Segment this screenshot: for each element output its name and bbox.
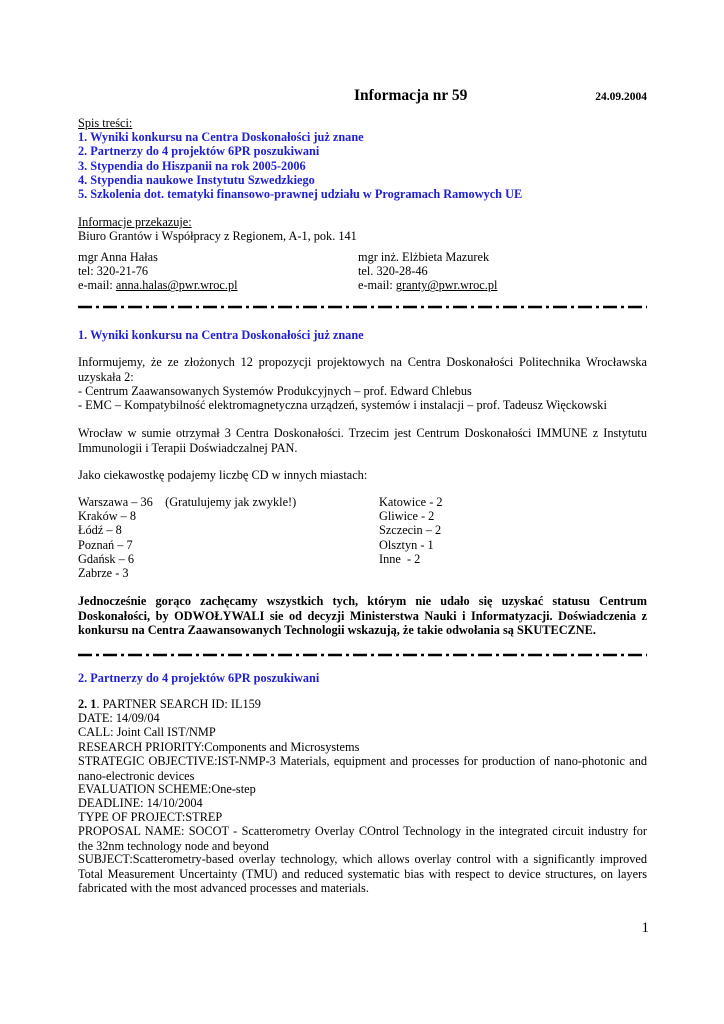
document-title: Informacja nr 59 (354, 87, 468, 104)
city-row: Gliwice - 2 (379, 509, 435, 524)
ps-proposal-name: PROPOSAL NAME: SOCOT - Scatterometry Overlay COntrol Technology in the integrated circuit industry for the 32nm technology node and beyond (78, 824, 647, 853)
document-page (78, 0, 647, 1024)
ps-date: DATE: 14/09/04 (78, 711, 160, 726)
cd-item-2: - EMC – Kompatybilność elektromagnetyczna urządzeń, systemów i instalacji – prof. Tadeusz Więckowski (78, 398, 607, 413)
section-1-heading: 1. Wyniki konkursu na Centra Doskonałości już znane (78, 328, 364, 342)
section-1-list (78, 384, 647, 412)
ps-evaluation-scheme: EVALUATION SCHEME:One-step (78, 782, 256, 796)
document-date: 24.09.2004 (595, 91, 647, 103)
section-1-appeal: Jednocześnie gorąco zachęcamy wszystkich tych, którym nie udało się uzyskać statusu Centrum Doskonałości, by ODWOŁYWALI sie od decyzji Ministerstwa Nauki i Informatyzacji. Doświadczenia z konkursu na Centra Zaawansowanych Technologii wskazują, że takie odwołania są SKUTECZNE. (78, 594, 647, 638)
city-row: Kraków – 8 (78, 509, 137, 524)
contact-2-tel: tel. 320-28-46 (358, 264, 428, 279)
toc-item-3[interactable]: 3. Stypendia do Hiszpanii na rok 2005-2006 (78, 158, 306, 173)
city-row: Poznań – 7 (78, 537, 133, 552)
ps-project-type: TYPE OF PROJECT:STREP (78, 810, 223, 825)
contacts (78, 250, 647, 294)
cities-left-column (78, 495, 647, 580)
contact-2-email-link[interactable]: granty@pwr.wroc.pl (395, 278, 498, 293)
section-1-para-2: Wrocław w sumie otrzymał 3 Centra Doskonałości. Trzecim jest Centrum Doskonałości IMMUNE z Instytutu Immunologii i Terapii Doświadczalnej PAN. (78, 426, 647, 455)
section-2-heading: 2. Partnerzy do 4 projektów 6PR poszukiwani (78, 671, 320, 685)
contact-2-name: mgr inż. Elżbieta Mazurek (358, 250, 490, 264)
contact-1-name: mgr Anna Hałas (78, 250, 158, 264)
city-row: Warszawa – 36 (Gratulujemy jak zwykle!) (78, 495, 297, 509)
cities-right-column (379, 495, 443, 566)
page-number: 1 (641, 920, 649, 936)
section-divider (78, 305, 647, 309)
section-1 (78, 328, 647, 342)
toc-item-1[interactable]: 1. Wyniki konkursu na Centra Doskonałości już znane (78, 130, 364, 145)
contact-2-email-label: e-mail: (358, 278, 396, 293)
ps-call: CALL: Joint Call IST/NMP (78, 725, 216, 740)
city-row: Olsztyn - 1 (379, 537, 434, 552)
section-divider (78, 653, 647, 657)
ps-research-priority: RESEARCH PRIORITY:Components and Microsystems (78, 739, 360, 754)
toc-item-4[interactable]: 4. Stypendia naukowe Instytutu Szwedzkiego (78, 172, 315, 187)
ps-subject: SUBJECT:Scatterometry-based overlay technology, which allows overlay control with a significantly improved Total Measurement Uncertainty (TMU) and reduced systematic bias with respect to device structures, on layers fabricated with the most advanced processes and materials. (78, 852, 647, 896)
contact-1-email-label: e-mail: (78, 278, 116, 293)
partner-search-id: . PARTNER SEARCH ID: IL159 (96, 697, 261, 711)
city-row: Szczecin – 2 (379, 523, 442, 538)
city-row: Zabrze - 3 (78, 566, 129, 581)
partner-search-il159 (78, 697, 647, 754)
table-of-contents (78, 116, 647, 201)
contact-1-email-link[interactable]: anna.halas@pwr.wroc.pl (115, 278, 238, 293)
toc-item-2[interactable]: 2. Partnerzy do 4 projektów 6PR poszukiwani (78, 144, 320, 159)
contact-2 (358, 250, 497, 293)
ps-strategic-objective: STRATEGIC OBJECTIVE:IST-NMP-3 Materials, equipment and processes for production of nano-photonic and nano-electronic devices (78, 754, 647, 783)
cities-table (78, 495, 647, 583)
toc-item-5[interactable]: 5. Szkolenia dot. tematyki finansowo-prawnej udziału w Programach Ramowych UE (78, 187, 523, 202)
toc-heading: Spis treści: (78, 116, 133, 130)
city-row: Łódź – 8 (78, 523, 122, 538)
section-1-para-1: Informujemy, że ze złożonych 12 propozycji projektowych na Centra Doskonałości Politechnika Wrocławska uzyskała 2: (78, 355, 647, 384)
office-address: Biuro Grantów i Współpracy z Regionem, A-1, pok. 141 (78, 229, 357, 244)
city-row: Inne - 2 (379, 551, 421, 566)
info-section (78, 215, 647, 243)
cd-item-1: - Centrum Zaawansowanych Systemów Produkcyjnych – prof. Edward Chlebus (78, 384, 472, 398)
contact-1-tel: tel: 320-21-76 (78, 264, 149, 279)
city-row: Gdańsk – 6 (78, 551, 135, 566)
city-row: Katowice - 2 (379, 495, 443, 509)
section-1-para-3: Jako ciekawostkę podajemy liczbę CD w innych miastach: (78, 468, 368, 482)
info-heading: Informacje przekazuje: (78, 215, 192, 229)
header (78, 87, 647, 109)
ps-deadline: DEADLINE: 14/10/2004 (78, 796, 203, 811)
partner-search-number: 2. 1 (78, 697, 97, 711)
ps-details (78, 782, 647, 825)
section-2 (78, 671, 647, 685)
